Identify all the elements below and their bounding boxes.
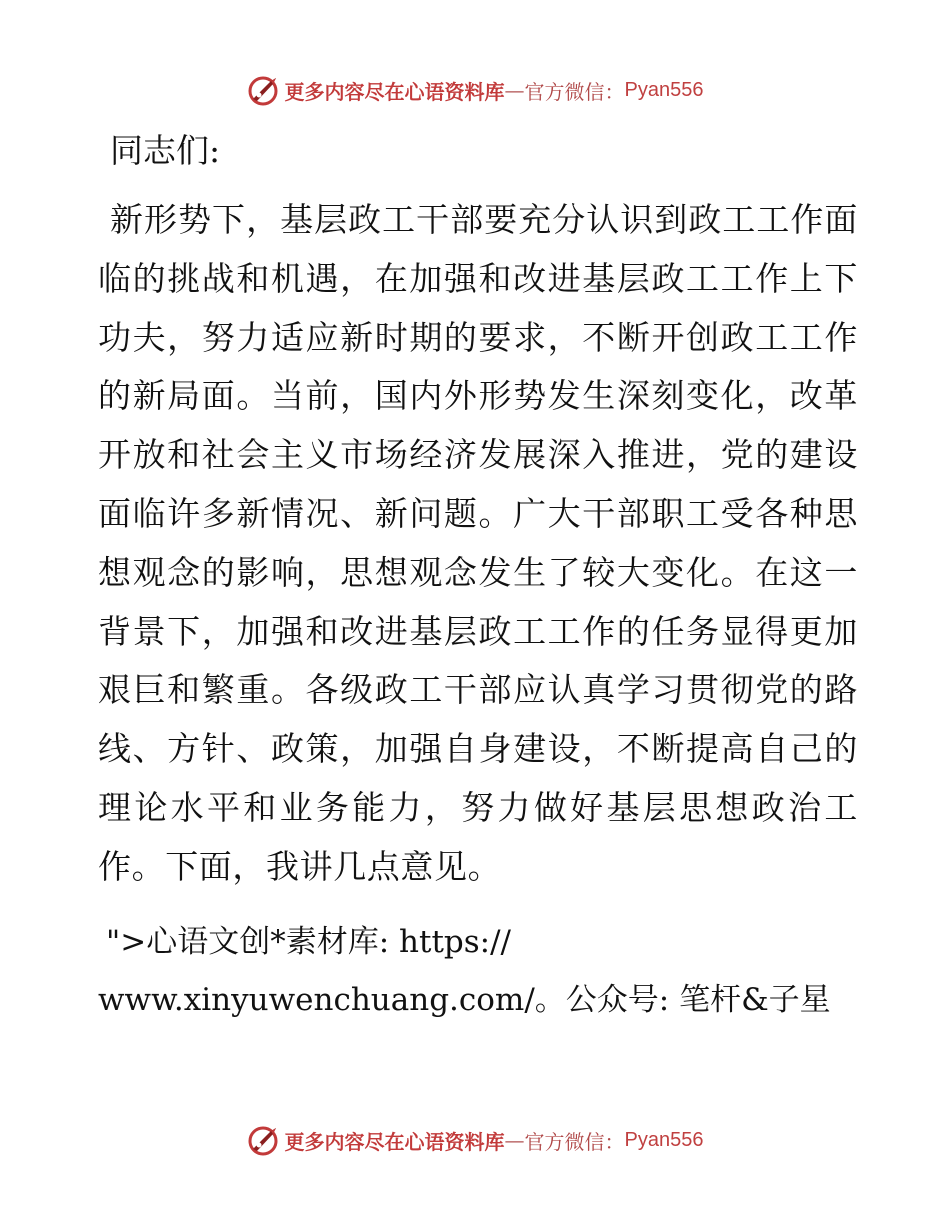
banner-official-label: 官方微信：: [524, 79, 625, 104]
banner-dash: —: [504, 78, 525, 102]
body-paragraph: 新形势下，基层政工干部要充分认识到政工工作面临的挑战和机遇，在加强和改进基层政工工作上下功夫，努力适应新时期的要求，不断开创政工工作的新局面。当前，国内外形势发生深刻变化，改革开放和社会主义市场经济发展深入推进，党的建设面临许多新情况、新问题。广大干部职工受各种思想观念的影响，思想观念发生了较大变化。在这一背景下，加强和改进基层政工工作的任务显得更加艰巨和繁重。各级政工干部应认真学习贯彻党的路线、方针、政策，加强自身建设，不断提高自己的理论水平和业务能力，努力做好基层思想政治工作。下面，我讲几点意见。: [98, 200, 858, 886]
banner-main-text: 更多内容尽在心语资料库: [284, 1129, 505, 1154]
quill-pen-logo-icon: [247, 1123, 281, 1157]
source-note-line-1: ">心语文创*素材库: https://: [106, 923, 511, 960]
document-body: [98, 120, 858, 1029]
banner-main-text: 更多内容尽在心语资料库: [284, 79, 505, 104]
source-note: [98, 913, 858, 1029]
source-note-line-2: www.xinyuwenchuang.com/。公众号: 笔杆&子星: [98, 981, 831, 1018]
quill-pen-logo-icon: [247, 73, 281, 107]
banner-wechat-id: Pyan556: [624, 78, 704, 101]
header-banner: [0, 70, 950, 110]
greeting: 同志们:: [110, 131, 221, 170]
banner-official-label: 官方微信：: [524, 1129, 625, 1154]
banner-dash: —: [504, 1128, 525, 1152]
banner-wechat-id: Pyan556: [624, 1128, 704, 1151]
footer-banner: [0, 1120, 950, 1160]
